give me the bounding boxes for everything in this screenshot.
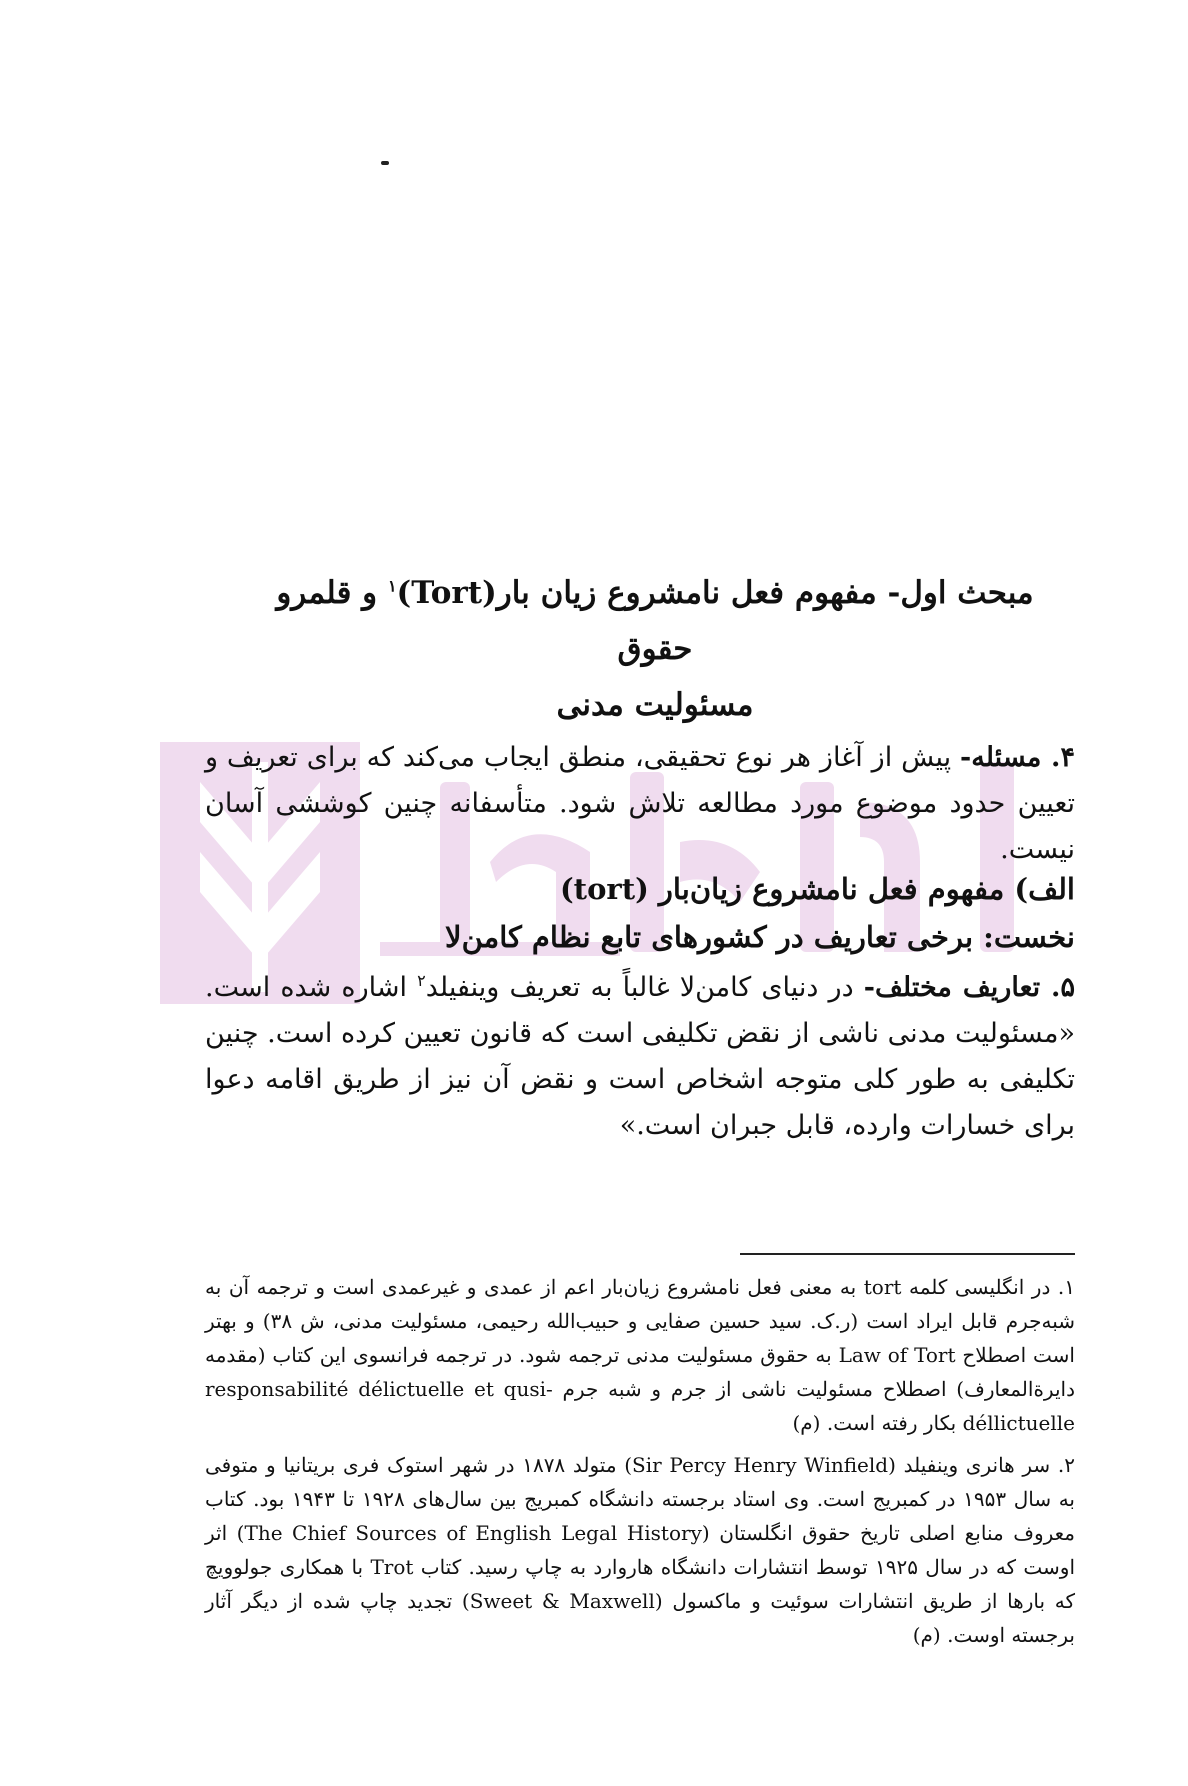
footnote-separator: [740, 1253, 1075, 1255]
heading-text-before: مبحث اول- مفهوم فعل نامشروع زیان بار: [496, 575, 1034, 611]
paragraph-4: [205, 735, 1075, 873]
paragraph-5-number: ۵. تعاریف مختلف-: [863, 972, 1075, 1003]
subheading-a: الف) مفهوم فعل نامشروع زیان‌بار (tort): [559, 872, 1075, 906]
subheading-first: نخست: برخی تعاریف در کشورهای تابع نظام کامن‌لا: [445, 920, 1075, 954]
paragraph-4-text: پیش از آغاز هر نوع تحقیقی، منطق ایجاب می‌کند که برای تعریف و تعیین حدود موضوع مورد مطالعه تلاش شود. متأسفانه چنین کوششی آسان نیست.: [205, 742, 1075, 865]
paragraph-4-number: ۴. مسئله-: [960, 742, 1075, 773]
paragraph-5: [205, 965, 1075, 1149]
heading-line-1: [240, 565, 1070, 677]
ink-speck: [381, 161, 389, 165]
heading-text-after: و قلمرو حقوق: [276, 575, 693, 667]
heading-line-2: مسئولیت مدنی: [556, 687, 754, 723]
subheadings: [205, 865, 1075, 961]
paragraph-5-text-after: اشاره شده است. «مسئولیت مدنی ناشی از نقض تکلیفی است که قانون تعیین کرده است. چنین تکلیفی به طور کلی متوجه اشخاص است و نقض آن نیز از طریق اقامه دعوا برای خسارات وارده، قابل جبران است.»: [205, 972, 1075, 1141]
heading-term: (Tort): [396, 575, 497, 611]
heading-footnote-ref: ۱: [387, 576, 397, 596]
paragraph-5-text-before: در دنیای کامن‌لا غالباً به تعریف وینفیلد: [425, 972, 854, 1003]
paragraph-5-footnote-ref: ۲: [417, 971, 426, 990]
footnote-2: ۲. سر هانری وینفیلد (Sir Percy Henry Winfield) متولد ۱۸۷۸ در شهر استوک فری بریتانیا و متوفی به سال ۱۹۵۳ در کمبریج است. وی استاد برجسته دانشگاه کمبریج بین سال‌های ۱۹۲۸ تا ۱۹۴۳ بود. کتاب معروف منابع اصلی تاریخ حقوق انگلستان (The Chief Sources of English Legal History) اثر اوست که در سال ۱۹۲۵ توسط انتشارات دانشگاه هاروارد به چاپ رسید. کتاب Trot با همکاری جولوویچ که بارها از طریق انتشارات سوئیت و ماکسول (Sweet & Maxwell) تجدید چاپ شده از دیگر آثار برجسته اوست. (م): [205, 1453, 1076, 1647]
footnote-1: ۱. در انگلیسی کلمه tort به معنی فعل نامشروع زیان‌بار اعم از عمدی و غیرعمدی است و ترجمه آن به شبه‌جرم قابل ایراد است (ر.ک. سید حسین صفایی و حبیب‌الله رحیمی، مسئولیت مدنی، ش ۳۸) و بهتر است اصطلاح Law of Tort به حقوق مسئولیت مدنی ترجمه شود. در ترجمه فرانسوی این کتاب (مقدمه دایرةالمعارف) اصطلاح مسئولیت ناشی از جرم و شبه جرم responsabilité délictuelle et qusi-déllictuelle بکار رفته است. (م): [205, 1275, 1075, 1435]
section-heading: [240, 565, 1070, 733]
